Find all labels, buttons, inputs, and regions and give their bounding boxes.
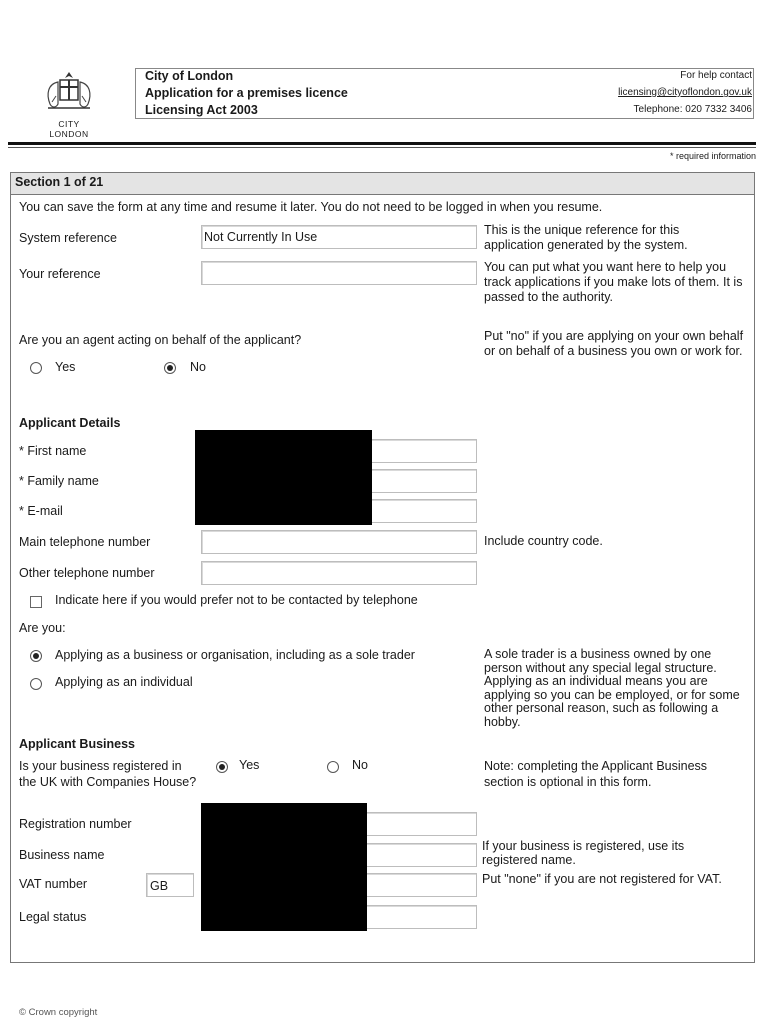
agent-yes-label: Yes	[55, 360, 76, 374]
no-phone-contact-label: Indicate here if you would prefer not to be contacted by telephone	[55, 593, 418, 607]
form-title: Application for a premises licence	[145, 86, 348, 100]
other-phone-input[interactable]	[201, 561, 477, 585]
agent-help: Put "no" if you are applying on your own behalf or on behalf of a business you own or work for.	[484, 329, 744, 358]
are-you-question: Are you:	[19, 621, 66, 635]
section-title: Section 1 of 21	[15, 175, 104, 189]
crown-copyright: © Crown copyright	[19, 1007, 98, 1018]
agent-no-label: No	[190, 360, 206, 374]
agent-question: Are you an agent acting on behalf of the applicant?	[19, 333, 302, 347]
first-name-label: * First name	[19, 444, 87, 458]
registration-number-label: Registration number	[19, 817, 132, 831]
vat-help: Put "none" if you are not registered for VAT.	[482, 872, 722, 886]
system-reference-value: Not Currently In Use	[204, 230, 318, 244]
applicant-business-heading: Applicant Business	[19, 737, 135, 751]
act-name: Licensing Act 2003	[145, 103, 258, 117]
section-intro: You can save the form at any time and resume it later. You do not need to be logged in when you resume.	[19, 200, 603, 214]
main-phone-input[interactable]	[201, 530, 477, 554]
registered-help: Note: completing the Applicant Business section is optional in this form.	[484, 759, 708, 789]
system-reference-help: This is the unique reference for this application generated by the system.	[484, 223, 688, 252]
redaction-block-business	[201, 803, 367, 931]
org-name: City of London	[145, 69, 234, 83]
main-phone-help: Include country code.	[484, 534, 603, 548]
vat-prefix-value: GB	[150, 879, 169, 893]
are-you-help: A sole trader is a business owned by one person without any special legal structure. Applying as an individual means you are applying so you can be employed, or for some other personal reason, such as following a hobby.	[484, 647, 740, 729]
agent-no-radio[interactable]	[164, 362, 176, 374]
your-reference-input[interactable]	[201, 261, 477, 285]
help-contact-label: For help contact	[680, 70, 752, 81]
section-header	[11, 173, 754, 195]
system-reference-field[interactable]	[201, 225, 477, 249]
vat-prefix-field[interactable]	[146, 873, 194, 897]
logo-text: CITY LONDON	[49, 119, 89, 139]
applying-as-business-label: Applying as a business or organisation, including as a sole trader	[55, 648, 415, 662]
no-phone-contact-checkbox[interactable]	[30, 596, 42, 608]
email-label: * E-mail	[19, 504, 63, 518]
main-phone-label: Main telephone number	[19, 535, 151, 549]
contact-telephone: Telephone: 020 7332 3406	[633, 104, 752, 115]
contact-email-link[interactable]: licensing@cityoflondon.gov.uk	[618, 87, 752, 98]
applying-as-business-radio[interactable]	[30, 650, 42, 662]
business-name-help: If your business is registered, use its registered name.	[482, 839, 685, 867]
crest-icon	[40, 70, 98, 114]
vat-number-label: VAT number	[19, 877, 88, 891]
redaction-block	[195, 430, 372, 525]
other-phone-label: Other telephone number	[19, 566, 155, 580]
your-reference-help: You can put what you want here to help you track applications if you make lots of them. It is passed to the authority.	[484, 260, 743, 304]
registered-no-label: No	[352, 758, 368, 772]
applying-as-individual-label: Applying as an individual	[55, 675, 193, 689]
system-reference-label: System reference	[19, 231, 117, 245]
required-note: * required information	[669, 151, 756, 161]
header-rule	[8, 142, 756, 145]
legal-status-label: Legal status	[19, 910, 87, 924]
agent-yes-radio[interactable]	[30, 362, 42, 374]
registered-yes-label: Yes	[239, 758, 260, 772]
your-reference-label: Your reference	[19, 267, 101, 281]
city-of-london-logo	[40, 70, 98, 139]
registered-no-radio[interactable]	[327, 761, 339, 773]
registered-yes-radio[interactable]	[216, 761, 228, 773]
registered-question: Is your business registered in the UK with Companies House?	[19, 759, 197, 789]
applying-as-individual-radio[interactable]	[30, 678, 42, 690]
applicant-details-heading: Applicant Details	[19, 416, 121, 430]
family-name-label: * Family name	[19, 474, 99, 488]
business-name-label: Business name	[19, 848, 105, 862]
header-rule-thin	[8, 147, 756, 148]
